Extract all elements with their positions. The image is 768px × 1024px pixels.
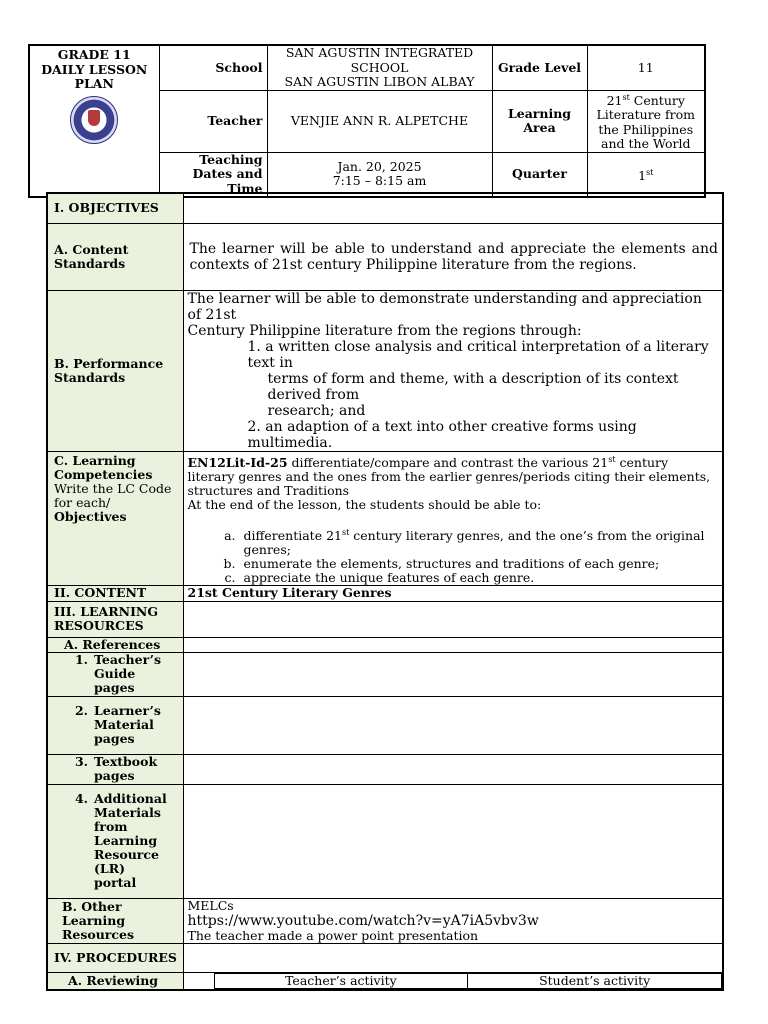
ref1-text: Teacher’s Guide pages bbox=[94, 652, 162, 696]
objectives-label: I. OBJECTIVES bbox=[47, 193, 183, 223]
perf-line-2: Century Philippine literature from the regions through: bbox=[187, 322, 582, 339]
ref3-text: Textbook pages bbox=[94, 754, 158, 784]
comp-label-instruction: Write the LC Code for each/ bbox=[54, 480, 172, 510]
learning-area-text: Century Literature from the Philippines and the World bbox=[596, 92, 696, 152]
teacher-activity-header: Teacher’s activity bbox=[214, 974, 468, 989]
grade-level-value: 11 bbox=[587, 45, 705, 90]
melcs-text: MELCs bbox=[187, 898, 234, 913]
other-resources-value bbox=[183, 898, 723, 943]
ref2-number: 2. bbox=[74, 703, 88, 719]
youtube-link[interactable]: https://www.youtube.com/watch?v=yA7iA5vbv3w bbox=[187, 912, 539, 929]
objective-a-post: century literary genres, and the one’s from the original genres; bbox=[243, 527, 705, 557]
learners-material-label bbox=[47, 696, 183, 754]
procedures-value bbox=[183, 943, 723, 972]
reviewing-label: A. Reviewing bbox=[47, 972, 183, 990]
learning-competencies-text bbox=[183, 451, 723, 585]
content-value: 21st Century Literary Genres bbox=[183, 585, 723, 601]
teaching-dates-label: Teaching Dates and Time bbox=[159, 152, 267, 197]
school-name: SAN AGUSTIN INTEGRATED SCHOOL bbox=[285, 45, 474, 75]
lesson-plan-title-cell bbox=[29, 45, 159, 197]
school-value bbox=[267, 45, 492, 90]
ref3-number: 3. bbox=[74, 754, 88, 770]
ref4-number: 4. bbox=[74, 791, 88, 807]
quarter-sup: st bbox=[646, 167, 654, 177]
grade-level-label: Grade Level bbox=[492, 45, 587, 90]
lesson-plan-title: GRADE 11 DAILY LESSON PLAN bbox=[41, 47, 148, 91]
objective-b: b. enumerate the elements, structures and traditions of each genre; bbox=[240, 557, 719, 571]
competency-code: EN12Lit-Id-25 bbox=[187, 454, 288, 470]
procedures-label: IV. PROCEDURES bbox=[47, 943, 183, 972]
ref2-text: Learner’s Material pages bbox=[94, 703, 161, 747]
teacher-name: VENJIE ANN R. ALPETCHE bbox=[267, 90, 492, 152]
performance-standards-text bbox=[183, 290, 723, 451]
additional-materials-label bbox=[47, 784, 183, 898]
learning-resources-label: III. LEARNING RESOURCES bbox=[47, 601, 183, 637]
other-resources-label: B. Other Learning Resources bbox=[47, 898, 183, 943]
content-standards-label: A. Content Standards bbox=[47, 223, 183, 290]
ref1-number: 1. bbox=[74, 652, 88, 668]
comp-label-heading: C. Learning Competencies bbox=[54, 452, 153, 482]
quarter-number: 1 bbox=[638, 167, 647, 183]
header-table bbox=[28, 44, 706, 198]
objectives-value bbox=[183, 193, 723, 223]
references-label: A. References bbox=[47, 637, 183, 652]
powerpoint-note: The teacher made a power point presentation bbox=[187, 927, 479, 943]
deped-seal-icon bbox=[70, 96, 118, 144]
perf-line-6: 2. an adaption of a text into other creative forms using multimedia. bbox=[247, 418, 637, 451]
objective-a-pre: differentiate 21 bbox=[243, 527, 342, 543]
student-activity-header: Student’s activity bbox=[468, 974, 722, 989]
teaching-time: 7:15 – 8:15 am bbox=[332, 173, 427, 189]
activity-subtable bbox=[214, 973, 723, 989]
quarter-label: Quarter bbox=[492, 152, 587, 197]
competency-sup: st bbox=[608, 454, 616, 464]
references-value bbox=[183, 637, 723, 652]
objective-a bbox=[240, 526, 719, 557]
learning-area-value bbox=[587, 90, 705, 152]
perf-line-1: The learner will be able to demonstrate understanding and appreciation of 21st bbox=[187, 290, 702, 323]
textbook-pages-label bbox=[47, 754, 183, 784]
teacher-label: Teacher bbox=[159, 90, 267, 152]
competency-intro: At the end of the lesson, the students should be able to: bbox=[187, 496, 542, 512]
school-address: SAN AGUSTIN LIBON ALBAY bbox=[284, 74, 475, 89]
objective-list bbox=[188, 526, 719, 585]
content-label: II. CONTENT bbox=[47, 585, 183, 601]
learning-area-sup: st bbox=[622, 92, 630, 102]
perf-line-5: research; and bbox=[267, 402, 366, 419]
learning-area-label: Learning Area bbox=[492, 90, 587, 152]
learning-area-number: 21 bbox=[606, 92, 623, 108]
learning-resources-value bbox=[183, 601, 723, 637]
content-standards-text: The learner will be able to understand and appreciate the elements and contexts of 21st century Philippine literature from the regions. bbox=[183, 223, 723, 290]
teaching-dates-value bbox=[267, 152, 492, 197]
reviewing-value bbox=[183, 972, 723, 990]
quarter-value bbox=[587, 152, 705, 197]
perf-line-3: 1. a written close analysis and critical interpretation of a literary text in bbox=[247, 338, 709, 371]
competency-text-pre: differentiate/compare and contrast the various 21 bbox=[287, 454, 609, 470]
learners-material-value bbox=[183, 696, 723, 754]
perf-line-4: terms of form and theme, with a description of its context derived from bbox=[267, 370, 679, 403]
comp-label-objectives: Objectives bbox=[54, 508, 127, 524]
lesson-plan-table bbox=[46, 192, 724, 991]
learning-competencies-label bbox=[47, 451, 183, 585]
objective-a-sup: st bbox=[341, 527, 350, 537]
competency-text-post: century literary genres and the ones from the earlier genres/periods citing their elements, structures and Traditions bbox=[187, 454, 711, 498]
objective-c: c. appreciate the unique features of each genre. bbox=[240, 571, 719, 585]
teachers-guide-value bbox=[183, 652, 723, 696]
performance-standards-label: B. Performance Standards bbox=[47, 290, 183, 451]
ref4-text: Additional Materials from Learning Resource (LR) portal bbox=[94, 791, 167, 891]
teaching-date: Jan. 20, 2025 bbox=[337, 158, 422, 174]
additional-materials-value bbox=[183, 784, 723, 898]
school-label: School bbox=[159, 45, 267, 90]
competency-statement bbox=[188, 453, 719, 498]
textbook-pages-value bbox=[183, 754, 723, 784]
teachers-guide-label bbox=[47, 652, 183, 696]
